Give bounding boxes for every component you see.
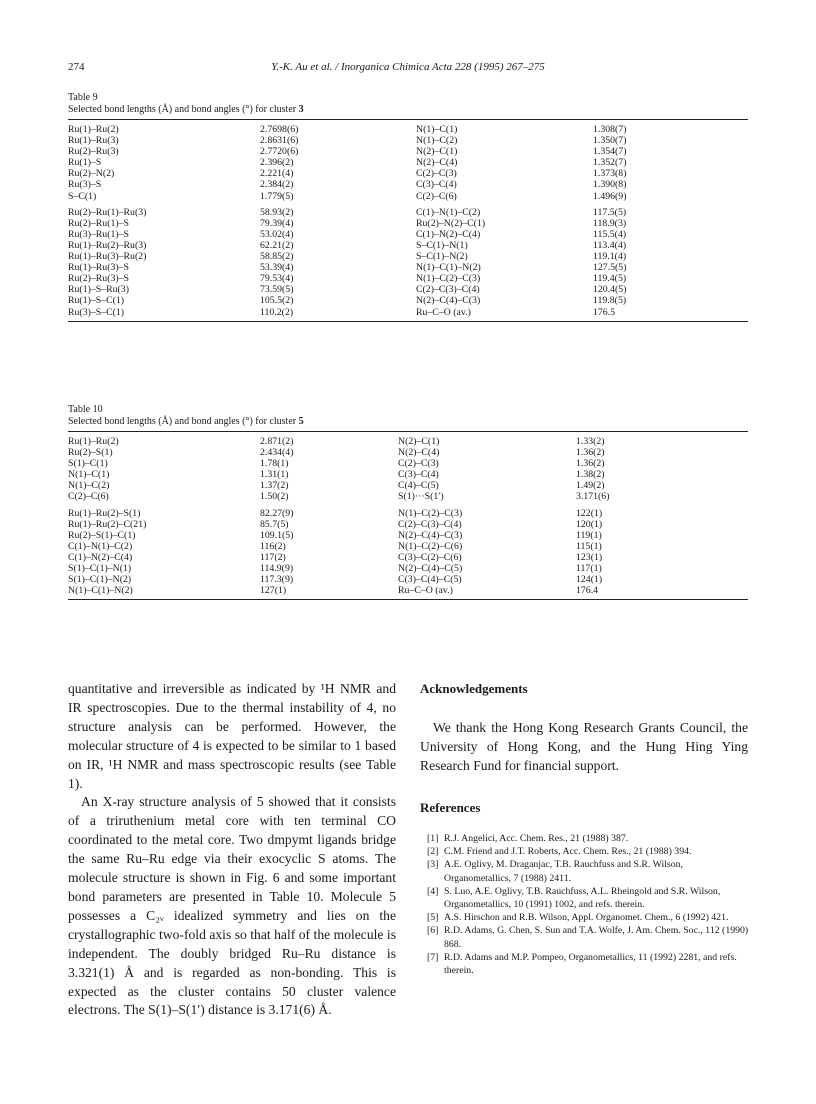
table-row	[68, 469, 748, 480]
reference-item	[420, 845, 750, 858]
bond-label-cell: N(1)–C(2)–C(3)	[416, 273, 481, 285]
bond-value-cell: 2.871(2)	[260, 436, 294, 447]
bond-value-cell: 110.2(2)	[260, 306, 294, 318]
table-10-label: Table 10	[68, 404, 103, 415]
bond-value-cell: 1.78(1)	[260, 458, 289, 470]
table-10-bond-angles	[68, 506, 748, 600]
bond-value-cell: 85.7(5)	[260, 518, 289, 530]
bond-value-cell: 79.39(4)	[260, 217, 294, 229]
table-10-caption-text: Selected bond lengths (Å) and bond angles (°) for cluster	[68, 416, 297, 427]
bond-label-cell: Ru(1)–Ru(3)	[68, 135, 119, 147]
reference-item	[420, 951, 750, 977]
table-row	[68, 207, 748, 218]
bond-label-cell: Ru(1)–Ru(2)–S(1)	[68, 507, 141, 519]
bond-value-cell: 109.1(5)	[260, 529, 294, 541]
bond-label-cell: Ru(1)–S–Ru(3)	[68, 284, 129, 296]
bond-label-cell: Ru(1)–Ru(2)–Ru(3)	[68, 239, 147, 251]
table-row	[68, 146, 748, 157]
reference-number: [5]	[427, 912, 439, 924]
table-row	[68, 307, 748, 318]
acknowledgements-section	[420, 680, 748, 776]
bond-label-cell: C(2)–C(6)	[68, 491, 109, 503]
reference-item	[420, 885, 750, 911]
bond-value-cell: 115(1)	[576, 540, 602, 552]
reference-number: [1]	[427, 833, 439, 844]
bond-value-cell: 123(1)	[576, 551, 603, 563]
bond-value-cell: 176.4	[576, 585, 599, 597]
bond-label-cell: Ru(2)–Ru(3)–S	[68, 273, 129, 285]
bond-value-cell: 62.21(2)	[260, 239, 294, 251]
bond-value-cell: 1.373(8)	[593, 168, 627, 180]
table-row	[68, 135, 748, 146]
references-heading: References	[420, 800, 481, 815]
bond-value-cell: 82.27(9)	[260, 507, 294, 519]
bond-label-cell: S(1)–C(1)–N(1)	[68, 563, 132, 575]
bond-label-cell: C(3)–C(4)	[416, 179, 457, 191]
table-row	[68, 240, 748, 251]
bond-label-cell: N(2)–C(4)–C(3)	[398, 529, 463, 541]
table-10-bond-lengths	[68, 432, 748, 506]
bond-value-cell: 2.7720(6)	[260, 146, 299, 158]
reference-text: A.E. Oglivy, M. Draganjac, T.B. Rauchfuss and S.R. Wilson, Organometallics, 7 (1988) 2411.	[444, 859, 683, 884]
bond-label-cell: C(3)–C(2)–C(6)	[398, 551, 462, 563]
bond-value-cell: 73.59(5)	[260, 284, 294, 296]
table-row	[68, 563, 748, 574]
table-row	[68, 295, 748, 306]
bond-label-cell: C(1)–N(1)–C(2)	[68, 540, 133, 552]
bond-value-cell: 124(1)	[576, 574, 603, 586]
bond-label-cell: N(1)–C(1)–N(2)	[416, 262, 481, 274]
bond-label-cell: Ru(2)–Ru(1)–S	[68, 217, 129, 229]
bond-value-cell: 117.3(9)	[260, 574, 294, 586]
bond-value-cell: 1.779(5)	[260, 190, 294, 202]
table-row	[68, 168, 748, 179]
bond-label-cell: N(2)–C(4)–C(3)	[416, 295, 481, 307]
bond-value-cell: 2.434(4)	[260, 447, 294, 459]
bond-label-cell: C(3)–C(4)–C(5)	[398, 574, 462, 586]
bond-value-cell: 113.4(4)	[593, 239, 627, 251]
table-row	[68, 480, 748, 491]
bond-value-cell: 117(2)	[260, 551, 286, 563]
bond-value-cell: 79.53(4)	[260, 273, 294, 285]
bond-label-cell: N(1)–C(1)–N(2)	[68, 585, 133, 597]
bond-label-cell: C(1)–N(2)–C(4)	[68, 551, 133, 563]
bond-label-cell: Ru(2)–S(1)	[68, 447, 113, 459]
bond-value-cell: 119.4(5)	[593, 273, 627, 285]
bond-value-cell: 1.352(7)	[593, 157, 627, 169]
table-10-caption-cluster: 5	[298, 416, 304, 427]
bond-value-cell: 1.50(2)	[260, 491, 289, 503]
bond-label-cell: N(2)–C(4)–C(5)	[398, 563, 463, 575]
bond-value-cell: 1.496(9)	[593, 190, 627, 202]
body-text-column	[68, 680, 396, 1020]
bond-label-cell: Ru(1)–Ru(2)	[68, 436, 119, 447]
table-row	[68, 262, 748, 273]
table-row	[68, 585, 748, 596]
body-paragraph-2: An X-ray structure analysis of 5 showed that it consists of a triruthenium metal core with ten terminal CO coordinated to the metal core. Two dmpymt ligands bridge the same Ru–Ru edge via their exocyclic S atoms. The molecule structure is shown in Fig. 6 and some important bond parameters are presented in Table 10. Molecule 5 possesses a C₂ᵥ idealized symmetry and lies on the crystallographic two-fold axis so that half of the molecule is independent. The doubly bridged Ru–Ru distance is 3.321(1) Å and is regarded as non-bonding. This is expected as the cluster contains 50 cluster valence electrons. The S(1)–S(1′) distance is 3.171(6) Å.	[68, 794, 396, 1018]
reference-item	[420, 924, 750, 950]
bond-value-cell: 115.5(4)	[593, 228, 627, 240]
bond-label-cell: Ru(3)–S–C(1)	[68, 306, 125, 318]
bond-value-cell: 119(1)	[576, 529, 602, 541]
bond-value-cell: 116(2)	[260, 540, 286, 552]
bond-label-cell: Ru(3)–Ru(1)–S	[68, 228, 129, 240]
bond-value-cell: 127(1)	[260, 585, 287, 597]
bond-label-cell: Ru(1)–Ru(3)–S	[68, 262, 129, 274]
table-row	[68, 574, 748, 585]
table-row	[68, 284, 748, 295]
bond-value-cell: 1.49(2)	[576, 480, 605, 492]
bond-value-cell: 2.221(4)	[260, 168, 294, 180]
reference-number: [6]	[427, 925, 439, 937]
bond-value-cell: 114.9(9)	[260, 563, 294, 575]
bond-value-cell: 118.9(3)	[593, 217, 627, 229]
reference-number: [7]	[427, 951, 439, 963]
bond-label-cell: C(2)–C(6)	[416, 190, 457, 202]
bond-label-cell: S(1)–C(1)–N(2)	[68, 574, 132, 586]
bond-value-cell: 127.5(5)	[593, 262, 627, 274]
table-row	[68, 157, 748, 168]
table-row	[68, 458, 748, 469]
bond-label-cell: N(2)–C(1)	[398, 436, 440, 447]
bond-value-cell: 3.171(6)	[576, 491, 610, 503]
table-9-caption-cluster: 3	[298, 104, 304, 115]
bond-value-cell: 117.5(5)	[593, 206, 627, 218]
bond-value-cell: 176.5	[593, 306, 616, 318]
bond-value-cell: 122(1)	[576, 507, 603, 519]
table-9-bottom-rule	[68, 321, 748, 322]
table-row	[68, 179, 748, 190]
bond-label-cell: S(1)···S(1′)	[398, 491, 444, 503]
bond-label-cell: Ru–C–O (av.)	[398, 585, 453, 597]
bond-value-cell: 53.02(4)	[260, 228, 294, 240]
bond-label-cell: S–C(1)–N(2)	[416, 251, 468, 263]
bond-label-cell: Ru(2)–N(2)–C(1)	[416, 217, 486, 229]
table-row	[68, 552, 748, 563]
table-9-caption-text: Selected bond lengths (Å) and bond angles (°) for cluster	[68, 104, 297, 115]
bond-label-cell: N(1)–C(2)–C(3)	[398, 507, 463, 519]
bond-label-cell: S–C(1)	[68, 190, 97, 202]
table-9-caption	[68, 104, 748, 116]
bond-label-cell: Ru(2)–N(2)	[68, 168, 115, 180]
bond-label-cell: C(2)–C(3)–C(4)	[416, 284, 480, 296]
table-row	[68, 273, 748, 284]
bond-label-cell: Ru(1)–Ru(2)–C(21)	[68, 518, 147, 530]
reference-text: A.S. Hirschon and R.B. Wilson, Appl. Organomet. Chem., 6 (1992) 421.	[444, 912, 729, 924]
bond-label-cell: S(1)–C(1)	[68, 458, 108, 470]
bond-value-cell: 119.1(4)	[593, 251, 627, 263]
bond-label-cell: C(1)–N(2)–C(4)	[416, 228, 481, 240]
reference-item	[420, 858, 750, 884]
bond-label-cell: Ru(1)–Ru(2)	[68, 124, 119, 135]
bond-label-cell: C(2)–C(3)	[398, 458, 439, 470]
bond-label-cell: N(2)–C(4)	[416, 157, 458, 169]
bond-value-cell: 2.7698(6)	[260, 124, 299, 135]
reference-text: R.D. Adams and M.P. Pompeo, Organometallics, 11 (1992) 2281, and refs. therein.	[444, 951, 737, 977]
table-row	[68, 508, 748, 519]
reference-text: S. Luo, A.E. Oglivy, T.B. Rauchfuss, A.L. Rheingold and S.R. Wilson, Organometallics, 10 (1991) 1002, and refs. therein.	[444, 885, 721, 911]
reference-text: C.M. Friend and J.T. Roberts, Acc. Chem. Res., 21 (1988) 394.	[444, 846, 692, 858]
bond-label-cell: C(2)–C(3)	[416, 168, 457, 180]
bond-value-cell: 1.37(2)	[260, 480, 289, 492]
reference-text: R.J. Angelici, Acc. Chem. Res., 21 (1988) 387.	[444, 833, 629, 844]
bond-value-cell: 2.384(2)	[260, 179, 294, 191]
bond-label-cell: Ru(2)–S(1)–C(1)	[68, 529, 136, 541]
table-row	[68, 491, 748, 502]
bond-label-cell: N(1)–C(2)	[416, 135, 458, 147]
bond-value-cell: 1.354(7)	[593, 146, 627, 158]
bond-value-cell: 120.4(5)	[593, 284, 627, 296]
bond-label-cell: N(1)–C(1)	[68, 469, 110, 481]
table-9-bond-lengths	[68, 120, 748, 205]
table-9-label: Table 9	[68, 92, 98, 103]
table-row	[68, 124, 748, 135]
body-paragraph-1: quantitative and irreversible as indicated by ¹H NMR and IR spectroscopies. Due to the thermal instability of 4, no structure analysis can be performed. However, the molecular structure of 4 is expected to be similar to 1 based on IR, ¹H NMR and mass spectroscopic results (see Table 1).	[68, 681, 396, 791]
bond-value-cell: 1.31(1)	[260, 469, 289, 481]
bond-value-cell: 1.390(8)	[593, 179, 627, 191]
bond-value-cell: 58.93(2)	[260, 206, 294, 218]
table-10-bottom-rule	[68, 599, 748, 600]
reference-number: [3]	[427, 859, 439, 871]
table-9	[68, 92, 748, 322]
bond-value-cell: 105.5(2)	[260, 295, 294, 307]
reference-text: R.D. Adams, G. Chen, S. Sun and T.A. Wolfe, J. Am. Chem. Soc., 112 (1990) 868.	[444, 925, 749, 950]
table-row	[68, 530, 748, 541]
bond-label-cell: C(3)–C(4)	[398, 469, 439, 481]
bond-label-cell: N(1)–C(2)–C(6)	[398, 540, 463, 552]
bond-label-cell: Ru(1)–S	[68, 157, 102, 169]
reference-number: [2]	[427, 846, 439, 858]
bond-label-cell: N(1)–C(1)	[416, 124, 458, 135]
bond-label-cell: Ru(1)–Ru(3)–Ru(2)	[68, 251, 147, 263]
acknowledgements-heading: Acknowledgements	[420, 681, 528, 696]
bond-value-cell: 58.85(2)	[260, 251, 294, 263]
table-row	[68, 519, 748, 530]
bond-value-cell: 53.39(4)	[260, 262, 294, 274]
bond-label-cell: Ru(3)–S	[68, 179, 102, 191]
bond-label-cell: N(1)–C(2)	[68, 480, 110, 492]
reference-number: [4]	[427, 885, 439, 897]
bond-value-cell: 1.308(7)	[593, 124, 627, 135]
bond-value-cell: 117(1)	[576, 563, 602, 575]
table-row	[68, 218, 748, 229]
bond-value-cell: 119.8(5)	[593, 295, 627, 307]
table-10-caption	[68, 416, 748, 428]
bond-label-cell: C(1)–N(1)–C(2)	[416, 206, 481, 218]
bond-label-cell: Ru(2)–Ru(1)–Ru(3)	[68, 206, 147, 218]
references-list	[420, 832, 750, 977]
acknowledgements-text: We thank the Hong Kong Research Grants Council, the University of Hong Kong, and the Hung Hing Ying Research Fund for financial support.	[420, 719, 748, 773]
bond-label-cell: N(2)–C(4)	[398, 447, 440, 459]
bond-value-cell: 2.396(2)	[260, 157, 294, 169]
bond-value-cell: 1.33(2)	[576, 436, 605, 447]
bond-value-cell: 1.36(2)	[576, 458, 605, 470]
bond-value-cell: 1.38(2)	[576, 469, 605, 481]
table-row	[68, 436, 748, 447]
table-row	[68, 447, 748, 458]
bond-label-cell: S–C(1)–N(1)	[416, 239, 468, 251]
reference-item	[420, 911, 750, 924]
running-title: Y.-K. Au et al. / Inorganica Chimica Acta 228 (1995) 267–275	[271, 61, 545, 73]
table-row	[68, 541, 748, 552]
bond-value-cell: 1.36(2)	[576, 447, 605, 459]
table-10	[68, 404, 748, 600]
table-row	[68, 251, 748, 262]
bond-value-cell: 120(1)	[576, 518, 603, 530]
table-row	[68, 191, 748, 202]
page-number: 274	[68, 61, 85, 73]
bond-label-cell: C(4)–C(5)	[398, 480, 439, 492]
bond-value-cell: 2.8631(6)	[260, 135, 299, 147]
reference-item	[420, 832, 750, 845]
table-9-bond-angles	[68, 205, 748, 321]
bond-label-cell: Ru(1)–S–C(1)	[68, 295, 125, 307]
bond-value-cell: 1.350(7)	[593, 135, 627, 147]
bond-label-cell: N(2)–C(1)	[416, 146, 458, 158]
bond-label-cell: C(2)–C(3)–C(4)	[398, 518, 462, 530]
bond-label-cell: Ru–C–O (av.)	[416, 306, 471, 318]
table-row	[68, 229, 748, 240]
bond-label-cell: Ru(2)–Ru(3)	[68, 146, 119, 158]
